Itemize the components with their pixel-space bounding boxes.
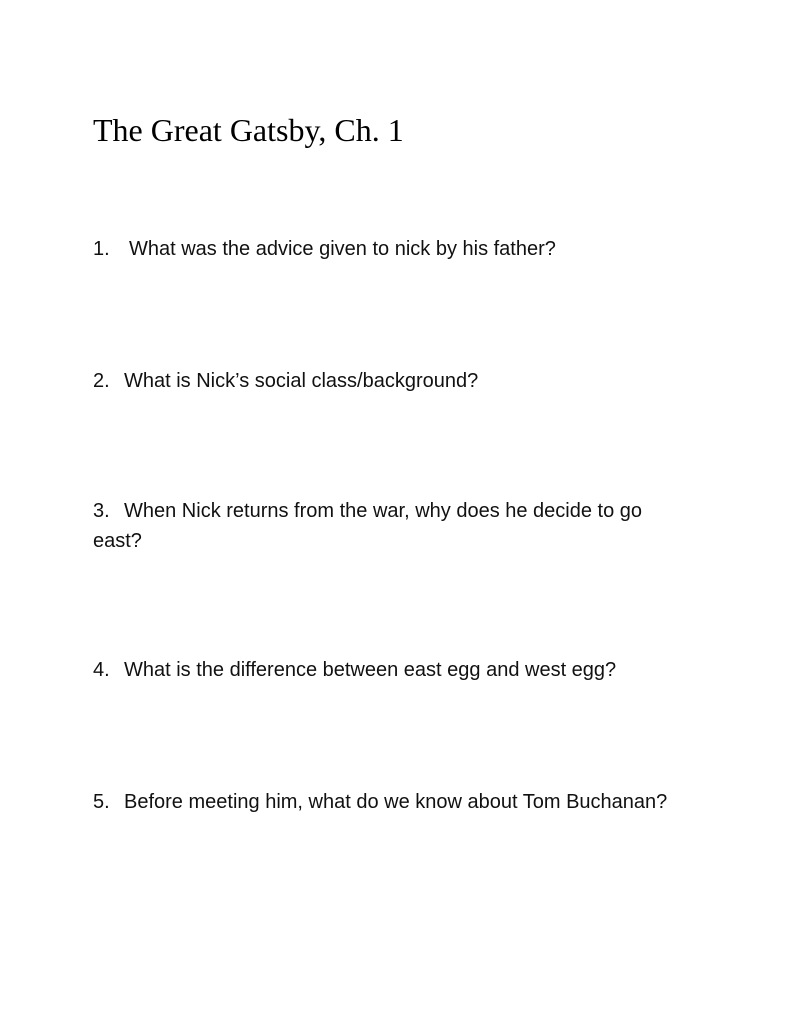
question-text: When Nick returns from the war, why does he decide to go east? [93, 500, 643, 552]
question-1 [93, 234, 693, 264]
question-text: What was the advice given to nick by his father? [129, 238, 556, 260]
question-3 [93, 496, 693, 556]
question-number: 2. [93, 370, 110, 392]
document-title: The Great Gatsby, Ch. 1 [93, 112, 404, 148]
question-number: 5. [93, 791, 110, 813]
question-number: 3. [93, 500, 110, 522]
question-2 [93, 366, 693, 396]
question-text: What is Nick’s social class/background? [124, 370, 479, 392]
question-number: 4. [93, 659, 110, 681]
question-text: What is the difference between east egg and west egg? [124, 659, 617, 681]
question-5 [93, 787, 693, 817]
question-4 [93, 655, 693, 685]
question-number: 1. [93, 238, 110, 260]
question-text: Before meeting him, what do we know about Tom Buchanan? [124, 791, 668, 813]
